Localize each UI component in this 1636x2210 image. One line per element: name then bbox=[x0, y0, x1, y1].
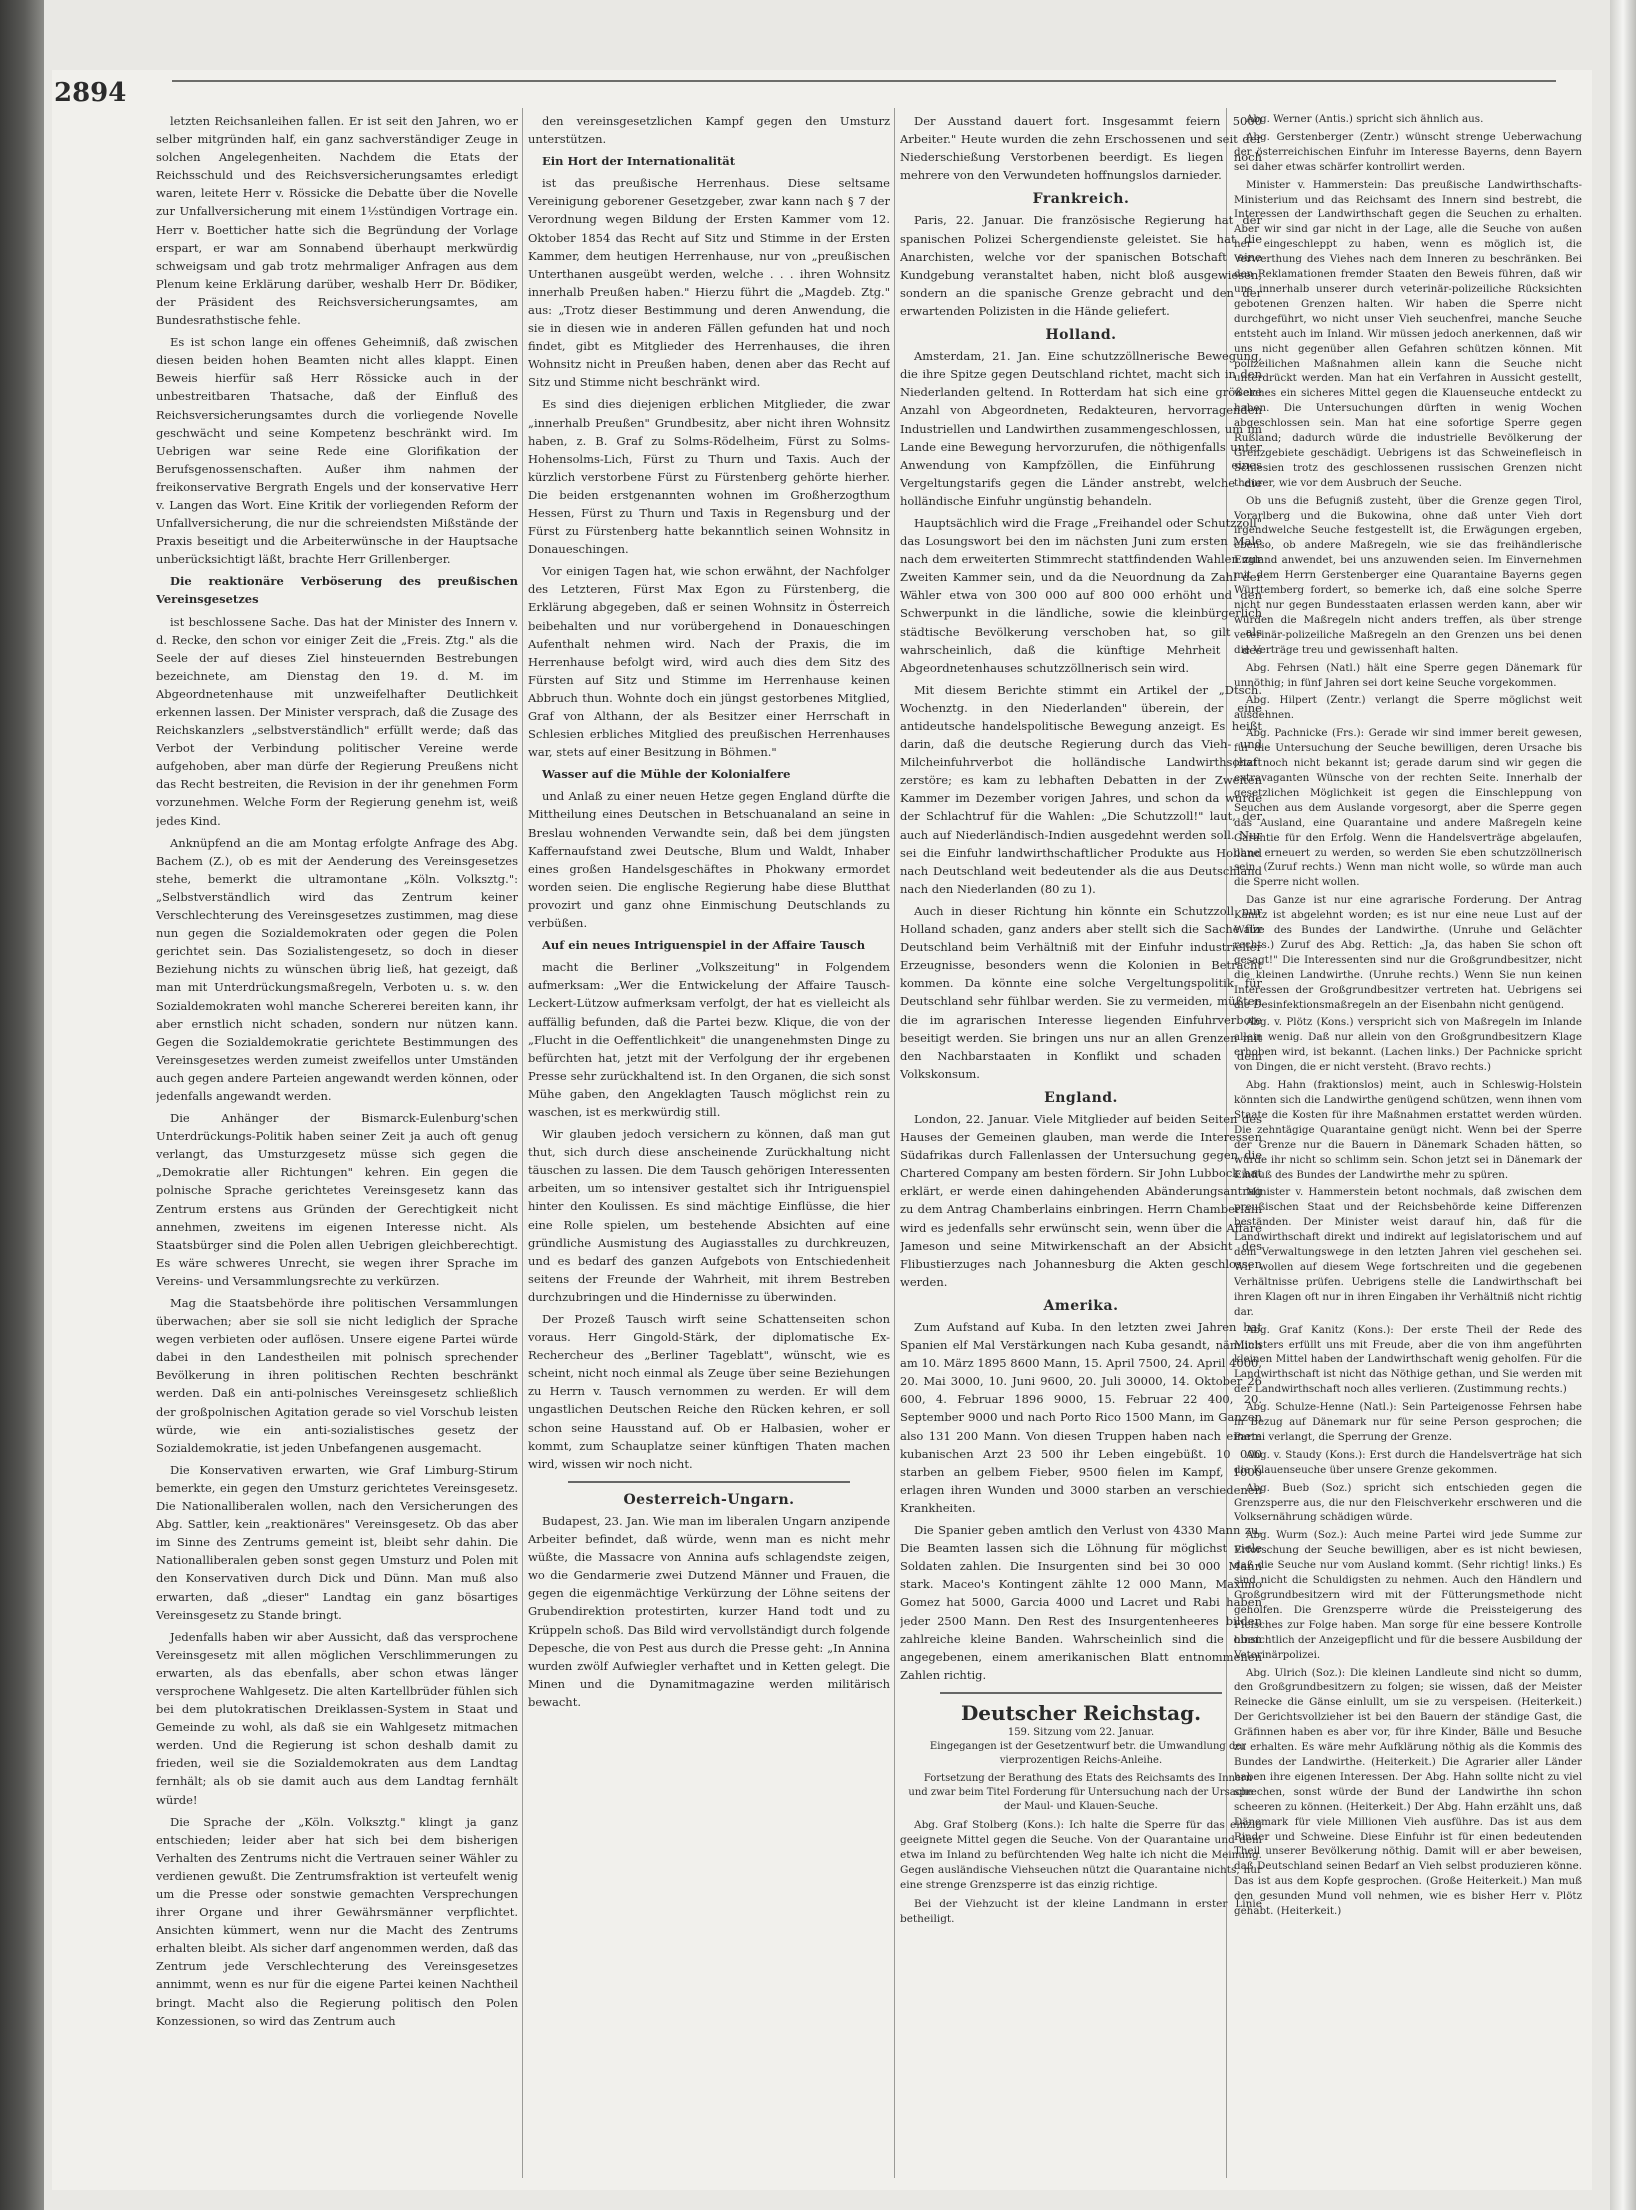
paragraph: Das Ganze ist nur eine agrarische Forderung. Der Antrag Kanitz ist abgelehnt worden; es ist nur eine neue Lust auf der Walze des Bundes der Landwirthe. (Unruhe und Gelächter rechts.) Zuruf des Abg. Rettich: „Ja, das haben Sie schon oft gesagt!" Die Interessenten sind nur die Großgrundbesitzer, nicht die kleinen Landwirthe. (Unruhe rechts.) Wenn Sie nun keinen Interessen der Großgrundbesitzer vertreten hat. Uebrigens sei die Desinfektionsmaßregeln an der Eisenbahn nicht genügend. bbox=[1234, 894, 1582, 1011]
paragraph: Vor einigen Tagen hat, wie schon erwähnt, der Nachfolger des Letzteren, Fürst Max Egon zu Fürstenberg, die Erklärung abgegeben, daß er seinen Wohnsitz in Österreich beibehalten und nur vorübergehend in Donaueschingen Aufenthalt nehmen wird. Nach der Praxis, die im Herrenhause befolgt wird, wird auch dies dem Sitz des Fürsten auf Sitz und Stimme im Herrenhause keinen Abbruch thun. Wohnte doch ein jüngst gestorbenes Mitglied, Graf von Althann, der als Besitzer einer Herrschaft in Schlesien erbliches Mitglied des preußischen Herrenhauses war, stets auf einer Besitzung in Böhmen." bbox=[528, 564, 890, 760]
paragraph: ist beschlossene Sache. Das hat der Minister des Innern v. d. Recke, den schon vor einiger Zeit die „Freis. Ztg." als die Seele der auf dieses Ziel hinsteuernden Bestrebungen bezeichnete, am Dienstag den 19. d. M. im Abgeordnetenhause mit unzweifelhafter Deutlichkeit erkennen lassen. Der Minister versprach, daß die Zusage des Reichskanzlers „selbstverständlich" erfüllt werde; daß das Verbot der Verbindung politischer Vereine werde aufgehoben, aber man dürfe der Regierung Preußens nicht das Recht bestreiten, die Revision in der ihr genehmen Form vorzunehmen. Welche Form der Regierung genehm ist, weiß jedes Kind. bbox=[156, 614, 518, 828]
paragraph: Abg. Fehrsen (Natl.) hält eine Sperre gegen Dänemark für unnöthig; in fünf Jahren sei dort keine Seuche vorgekommen. bbox=[1234, 661, 1582, 689]
paragraph: Der Prozeß Tausch wirft seine Schattenseiten schon voraus. Herr Gingold-Stärk, der diplomatische Ex-Rechercheur des „Berliner Tageblatt", wünscht, wie es scheint, nicht noch einmal als Zeuge über seine Beziehungen zu Herrn v. Tausch vernommen zu werden. Er will dem ungastlichen Deutschen Reiche den Rücken kehren, er soll schon seine Hausstand auf. Ob er Halbasien, woher er kommt, zum Schauplatze seiner künftigen Thaten machen wird, wissen wir noch nicht. bbox=[528, 1312, 890, 1471]
paragraph: Es sind dies diejenigen erblichen Mitglieder, die zwar „innerhalb Preußen" Grundbesitz, aber nicht ihren Wohnsitz haben, z. B. Graf zu Solms-Rödelheim, Fürst zu Solms-Hohensolms-Lich, Fürst zu Thurn und Taxis. Auch der kürzlich verstorbene Fürst zu Fürstenberg gehörte hierher. Die beiden erstgenannten wohnen im Großherzogthum Hessen, Fürst zu Thurn und Taxis in Regensburg und der Fürst zu Fürstenberg hatte bekanntlich seinen Wohnsitz in Donaueschingen. bbox=[528, 397, 890, 557]
paragraph: Abg. Schulze-Henne (Natl.): Sein Parteigenosse Fehrsen habe in Bezug auf Dänemark nur für seine Person gesprochen; die Partei verlangt, die Sperrung der Grenze. bbox=[1234, 1401, 1582, 1443]
paragraph: Abg. Hilpert (Zentr.) verlangt die Sperre möglichst weit ausdehnen. bbox=[1234, 694, 1582, 722]
paragraph: Abg. Ulrich (Soz.): Die kleinen Landleute sind nicht so dumm, den Großgrundbesitzern zu folgen; sie wissen, daß der Meister Reinecke die Gänse einlullt, um sie zu verspeisen. (Heiterkeit.) Der Gerichtsvollzieher ist bei den Bauern der ständige Gast, die Gräfinnen haben es aber vor, für ihre Kinder, Bälle und Besuche zu erhalten. Es wäre mehr Aufklärung nöthig als die Kommis des Bundes der Landwirthe. (Heiterkeit.) Die Agrarier aller Länder haben ihre eigenen Interessen. Der Abg. Hahn sollte nicht zu viel sprechen, sonst würde der Bund der Landwirthe ihn schon scheeren zu können. (Heiterkeit.) Der Abg. Hahn erzählt uns, daß Dänemark für viele Millionen Vieh ausführe. Das ist aus dem Rinder und Schweine. Diese Einfuhr ist für einen bedeutenden Theil unserer Bevölkerung nöthig. Damit will er aber beweisen, daß Deutschland seinen Bedarf an Vieh selbst produzieren könne. Das ist aus dem Kopfe gesprochen. (Große Heiterkeit.) Man muß den gesunden Mund voll nehmen, wie es bisher Herr v. Plötz gehabt. (Heiterkeit.) bbox=[1234, 1666, 1582, 1918]
column-3 bbox=[900, 112, 1262, 2172]
paragraph: Abg. v. Plötz (Kons.) verspricht sich von Maßregeln im Inlande allein wenig. Daß nur allein von den Großgrundbesitzern Klage erhoben wird, ist bekannt. (Lachen links.) Der Pachnicke spricht von Dingen, die er nicht versteht. (Bravo rechts.) bbox=[1234, 1016, 1582, 1074]
paragraph: Die Konservativen erwarten, wie Graf Limburg-Stirum bemerkte, ein gegen den Umsturz gerichtetes Vereinsgesetz. Die Nationalliberalen wollen, nach den Versicherungen des Abg. Sattler, kein „reaktionäres" Vereinsgesetz. Ob das aber im Sinne des Zentrums gemeint ist, bleibt sehr dahin. Die Nationalliberalen geben sonst gegen Umsturz und Polen mit den Konservativen durch Dick und Dünn. Man muß also erwarten, daß „dieser" Landtag ein ganz bösartiges Vereinsgesetz zu Stande bringt. bbox=[156, 1462, 518, 1622]
paragraph: Die Anhänger der Bismarck-Eulenburg'schen Unterdrückungs-Politik haben seiner Zeit ja auch oft genug verlangt, das Umsturzgesetz müsse sich gegen die „Demokratie aller Richtungen" kehren. Ein gegen die polnische Sprache gerichtetes Vereinsgesetz kann das Zentrum erstens aus Gründen der Gerechtigkeit nicht annehmen, zweitens im eigenen Interesse nicht. Als Staatsbürger sind die Polen allen Uebrigen gleichberechtigt. Es wäre schweres Unrecht, sie wegen ihrer Sprache im Vereins- und Versammlungsrechte zu verkürzen. bbox=[156, 1111, 518, 1288]
page-number: 2894 bbox=[54, 78, 127, 108]
article-heading: Die reaktionäre Verböserung des preußischen Vereinsgesetzes bbox=[156, 574, 518, 607]
paragraph: Zum Aufstand auf Kuba. In den letzten zwei Jahren hat Spanien elf Mal Verstärkungen nach Kuba gesandt, nämlich am 10. März 1895 8600 Mann, 15. April 7500, 24. April 4000, 20. Mai 3000, 10. Juni 9600, 20. Juli 30000, 14. Oktober 26 600, 4. Februar 1896 9000, 15. Februar 22 400, 20. September 9000 und nach Porto Rico 1500 Mann, im Ganzen also 131 200 Mann. Von diesen Truppen haben nach einem kubanischen Arzt 23 500 ihr Leben eingebüßt. 10 000 starben an gelbem Fieber, 9500 fielen im Kampf, 1000 erlagen ihren Wunden und 3000 starben an verschiedenen Krankheiten. bbox=[900, 1320, 1262, 1515]
section-heading: Frankreich. bbox=[1032, 191, 1130, 208]
paragraph: Fortsetzung der Berathung des Etats des Reichsamts des Innern und zwar beim Titel Forderung für Untersuchung nach der Ursache der Maul- und Klauen-Seuche. bbox=[908, 1772, 1254, 1812]
section-heading: Amerika. bbox=[1043, 1297, 1119, 1314]
paragraph: Abg. Gerstenberger (Zentr.) wünscht strenge Ueberwachung der österreichischen Einfuhr im Interesse Bayerns, denn Bayern sei daher etwas schärfer kontrollirt werden. bbox=[1234, 130, 1582, 173]
column-2 bbox=[528, 112, 890, 2172]
binding-shadow bbox=[0, 0, 44, 2210]
section-rule bbox=[568, 1481, 850, 1483]
paragraph: Minister v. Hammerstein betont nochmals, daß zwischen dem preußischen Staat und der Reichsbehörde keine Differenzen beständen. Der Minister weist darauf hin, daß für die Landwirthschaft direkt und indirekt auf legislatorischem und auf dem Verwaltungswege in den letzten Jahren viel geschehen sei. Wir wollen auf diesem Wege fortschreiten und die gegebenen Verhältnisse prüfen. Uebrigens stelle die Landwirthschaft bei ihren Klagen oft nur in ihren Eingaben ihr Verhältniß nicht richtig dar. bbox=[1234, 1186, 1582, 1318]
paragraph: Budapest, 23. Jan. Wie man im liberalen Ungarn anzipende Arbeiter befindet, daß würde, wenn man es nicht mehr wüßte, die Massacre von Annina aufs schlagendste zeigen, wo die Gendarmerie zwei Dutzend Männer und Frauen, die gegen die eigenmächtige Verkürzung der Löhne seitens der Grubendirektion protestirten, kurzer Hand todt und zu Krüppeln schoß. Das Bild wird vervollständigt durch folgende Depesche, die von Pest aus durch die Presse geht: „In Annina wurden zwölf Aufwiegler verhaftet und in Ketten gelegt. Die Minen und die Dynamitmagazine werden militärisch bewacht. bbox=[528, 1513, 890, 1709]
reichstag-heading: Deutscher Reichstag. bbox=[960, 1700, 1202, 1725]
section-heading: Oesterreich-Ungarn. bbox=[623, 1491, 795, 1508]
article-heading: Ein Hort der Internationalität bbox=[542, 154, 736, 169]
paragraph: Mag die Staatsbehörde ihre politischen Versammlungen überwachen; aber sie soll sie nicht lediglich der Sprache wegen verbieten oder auflösen. Unsere eigene Partei würde dabei in den Landestheilen mit polnisch sprechender Bevölkerung in ihren politischen Rechten beschränkt werden. Daß ein anti-polnisches Vereinsgesetz schließlich der großpolnischen Agitation gerade so viel Vorschub leisten würde, wie ein anti-sozialistisches gesetz der Sozialdemokratie, ist jeden Unbefangenen ausgemacht. bbox=[156, 1296, 518, 1455]
paragraph: Anknüpfend an die am Montag erfolgte Anfrage des Abg. Bachem (Z.), ob es mit der Aenderung des Vereinsgesetzes stehe, bemerkt die ultramontane „Köln. Volksztg.": „Selbstverständlich wird das Zentrum keiner Verschlechterung des Vereinsgesetzes zustimmen, mag diese nun gegen die Sozialdemokraten oder gegen die Polen gerichtet sein. Das Sozialistengesetz, so doch in dieser Beziehung nichts zu wünschen übrig ließ, hat gezeigt, daß man mit Unterdrückungsmaßregeln, Verboten u. s. w. den Sozialdemokraten wohl manche Schererei bereiten kann, ihr aber ernstlich nicht schaden, sondern nur nützen kann. Gegen die Sozialdemokratie gerichtete Bestimmungen des Vereinsgesetzes werden zumeist zweifellos unter Umständen auch gegen andere Parteien angewandt werden können, oder jedenfalls angewandt werden. bbox=[156, 835, 518, 1103]
paragraph: Amsterdam, 21. Jan. Eine schutzzöllnerische Bewegung, die ihre Spitze gegen Deutschland richtet, macht sich in den Niederlanden geltend. In Rotterdam hat sich eine größere Anzahl von Abgeordneten, Redakteuren, hervorragenden Industriellen und Landwirthen zusammengeschlossen, um im Lande eine Bewegung hervorzurufen, die nöthigenfalls unter Anwendung von Kampfzöllen, die Einführung eines Vergeltungstarifs gegen die Länder anstrebt, welche die holländische Einfuhr ungünstig behandeln. bbox=[900, 349, 1262, 508]
paragraph: London, 22. Januar. Viele Mitglieder auf beiden Seiten des Hauses der Gemeinen glauben, man werde die Interessen Südafrikas durch Fallenlassen der Untersuchung gegen die Chartered Company am besten fördern. Sir John Lubbock hat erklärt, er werde einen dahingehenden Abänderungsantrag zu dem Antrag Chamberlains einbringen. Herrn Chamberlain wird es jedenfalls sehr erwünscht sein, wenn über die Affäre Jameson und seine Mitwirkenschaft an der Absicht des Flibustierzuges nach Johannesburg die Akten geschlossen werden. bbox=[900, 1111, 1262, 1289]
paragraph: Abg. Graf Kanitz (Kons.): Der erste Theil der Rede des Ministers erfüllt uns mit Freude, aber die von ihm angeführten kleinen Mittel haben der Landwirthschaft wenig geholfen. Für die Landwirthschaft ist nicht das Nöthige gethan, und Sie werden mit der Landwirthschaft noch alles verlieren. (Zustimmung rechts.) bbox=[1234, 1323, 1582, 1396]
page-edge bbox=[1610, 0, 1636, 2210]
paragraph: Abg. Hahn (fraktionslos) meint, auch in Schleswig-Holstein könnten sich die Landwirthe genügend schützen, wenn ihnen vom Staate die Kosten für ihre Maßnahmen erstattet werden würden. Die zehntägige Quarantaine genügt nicht. Wenn bei der Sperre der Grenze nur die Bauern in Dänemark Schaden hätten, so würde ihr nicht so schlimm sein. Schon jetzt sei in Dänemark der Einfluß des Bundes der Landwirthe mehr zu spüren. bbox=[1234, 1079, 1582, 1181]
paragraph: letzten Reichsanleihen fallen. Er ist seit den Jahren, wo er selber mitgründen half, ein ganz sachverständiger Zeuge in solchen Angelegenheiten. Nachdem die Etats der Reichsschuld und des Reichsversicherungsamtes erledigt waren, leitete Herr v. Rössicke die Debatte über die Novelle zur Unfallversicherung mit einem 1½stündigen Vortrage ein. Herr v. Boetticher hatte sich die Begründung der Vorlage erspart, er war am Sonnabend überhaupt merkwürdig schweigsam und gab trotz mehrmaliger Anfragen aus dem Plenum keine Erklärung darüber, weshalb Herr Dr. Bödiker, der Präsident des Reichsversicherungsamtes, am Bundesrathstische fehle. bbox=[156, 114, 518, 328]
paragraph: Abg. Wurm (Soz.): Auch meine Partei wird jede Summe zur Erforschung der Seuche bewilligen, aber es ist nicht bewiesen, daß die Seuche nur vom Ausland kommt. (Sehr richtig! links.) Es sind nicht die Schuldigsten zu nehmen. Auch den Händlern und Großgrundbesitzern wird mit der Fütterungsmethode nicht geholfen. Die Grenzsperre würde die Preissteigerung des Fleisches zur Folge haben. Man sorge für eine bessere Kontrolle hinsichtlich der Anzeigepflicht und für die bessere Ausbildung der Veterinärpolizei. bbox=[1234, 1529, 1582, 1661]
paragraph: Wir glauben jedoch versichern zu können, daß man gut thut, sich durch diese anscheinende Zurückhaltung nicht täuschen zu lassen. Die dem Tausch gehörigen Interessenten arbeiten, um so intensiver gestaltet sich ihr Intriguenspiel hinter den Koulissen. Es sind mächtige Einflüsse, die hier eine Rolle spielen, um bestehende Absichten auf eine gründliche Ausmistung des Augiasstalles zu durchkreuzen, und es bedarf des ganzen Aufgebots von Entschiedenheit seitens der Freunde der Wahrheit, mit ihrem Bestreben durchzubringen und die Hindernisse zu überwinden. bbox=[528, 1127, 890, 1304]
paragraph: Abg. Pachnicke (Frs.): Gerade wir sind immer bereit gewesen, für die Untersuchung der Seuche bewilligen, deren Ursache bis jetzt noch nicht bekannt ist; gerade darum sind wir gegen die extravaganten Wünsche von der rechten Seite. Innerhalb der gesetzlichen Möglichkeit ist gegen die Einschleppung von Seuchen aus dem Auslande vorgesorgt, aber die Sperre gegen das Ausland, eine Quarantaine und andere Maßregeln keine Garantie für den Erfolg. Wenn die Handelsverträge abgelaufen, ohne erneuert zu werden, so werden Sie eben schutzzöllnerisch sein. (Zuruf rechts.) Wenn man nicht wolle, so würde man auch die Sperre nicht wollen. bbox=[1234, 727, 1582, 889]
paragraph: Paris, 22. Januar. Die französische Regierung hat der spanischen Polizei Schergendienste geleistet. Sie hat die Anarchisten, welche vor der spanischen Botschaft eine Kundgebung veranstaltet haben, nicht bloß ausgewiesen, sondern an die spanische Grenze gebracht und den der erwartenden Polizisten in die Hände geliefert. bbox=[900, 213, 1262, 318]
section-heading: Holland. bbox=[1045, 327, 1117, 344]
article-heading: Auf ein neues Intriguenspiel in der Affaire Tausch bbox=[542, 938, 866, 953]
paragraph: Es ist schon lange ein offenes Geheimniß, daß zwischen diesen beiden hohen Beamten nicht alles klappt. Einen Beweis hierfür saß Herr Rössicke auch in der unbestreitbaren Thatsache, daß der Einfluß des Reichsversicherungsamtes durch die vorliegende Novelle geschwächt und seine Kompetenz beschränkt wird. Im Uebrigen war seine Rede eine Glorifikation der Berufsgenossenschaften. Außer ihm nahmen der freikonservative Bergrath Engels und der konservative Herr v. Langen das Wort. Eine Kritik der vorliegenden Reform der Unfallversicherung, die nur die schreiendsten Mißstände der Praxis beseitigt und die Arbeiterwünsche in der Hauptsache unberücksichtigt läßt, brachte Herr Grillenberger. bbox=[156, 335, 518, 567]
paragraph: Die Spanier geben amtlich den Verlust von 4330 Mann zu. Die Beamten lassen sich die Löhnung für möglichst viele Soldaten zahlen. Die Insurgenten sind bei 30 000 Mann stark. Maceo's Kontingent zählte 12 000 Mann, Maximo Gomez hat 5000, Garcia 4000 und Lacret und Rabi haben jeder 2500 Mann. Den Rest des Insurgentenheeres bilden zahlreiche kleine Banden. Wahrscheinlich sind die oben angegebenen, einem amerikanischen Blatt entnommenen Zahlen richtig. bbox=[900, 1523, 1262, 1682]
section-heading: England. bbox=[1044, 1089, 1118, 1106]
paragraph: den vereinsgesetzlichen Kampf gegen den Umsturz unterstützen. bbox=[528, 114, 890, 147]
top-rule bbox=[172, 80, 1556, 82]
column-divider bbox=[894, 108, 895, 2178]
paragraph: Abg. Graf Stolberg (Kons.): Ich halte die Sperre für das einzig geeignete Mittel gegen die Seuche. Von der Quarantaine und dem etwa im Inland zu befürchtenden Weg halte ich nicht die Meinung. Gegen ausländische Viehseuchen nützt die Quarantaine nichts, nur eine strenge Grenzsperre ist das einzig richtige. bbox=[900, 1818, 1262, 1891]
paragraph: Der Ausstand dauert fort. Insgesammt feiern 5000 Arbeiter." Heute wurden die zehn Erschossenen und seit der Niederschießung Verstorbenen beerdigt. Es liegen noch mehrere von den Verwundeten hoffnungslos darnieder. bbox=[900, 114, 1262, 183]
paragraph: Hauptsächlich wird die Frage „Freihandel oder Schutzzoll" das Losungswort bei den im nächsten Juni zum ersten Male nach dem erweiterten Stimmrecht stattfindenden Wahlen zur Zweiten Kammer sein, und da die Neuordnung da Zahl der Wähler etwa von 300 000 auf 800 000 erhöht und den Schwerpunkt in die ländliche, sowie die kleinbürgerlich städtische Bevölkerung verschoben hat, so gilt als wahrscheinlich, daß die künftige Mehrheit des Abgeordnetenhauses schutzzöllnerisch sein wird. bbox=[900, 515, 1262, 675]
paragraph: Minister v. Hammerstein: Das preußische Landwirthschafts-Ministerium und das Reichsamt des Innern sind bestrebt, die Interessen der Landwirthschaft gegen die Seuchen zu erhalten. Aber wir sind gar nicht in der Lage, alle die Seuche von außen her eingeschleppt zu haben, wenn es möglich ist, die Verwerthung des Viehes nach dem Inneren zu beschränken. Bei den Reklamationen fremder Staaten den Beweis führen, daß wir uns innerhalb unserer durch veterinär-polizeiliche Rücksichten gebotenen Grenzen halten. Wir haben die Sperre nicht durchgeführt, wo nicht unser Vieh seuchenfrei, manche Seuche entsteht auch im Inland. Wir müssen jedoch anerkennen, daß wir uns nicht gegenüber allen Gefahren schützen können. Mit polizeilichen Maßnahmen allein kann die Seuche nicht unterdrückt werden. Man hat ein Verfahren in Aussicht gestellt, welches ein sicheres Mittel gegen die Klauenseuche entdeckt zu haben. Die Untersuchungen dürften in wenig Wochen abgeschlossen sein. Man hat eine sofortige Sperre gegen Rußland; dadurch würde die industrielle Bevölkerung der Grenzgebiete geschädigt. Uebrigens ist das Schweinefleisch in Schlesien trotz des geschlossenen russischen Grenzen nicht theurer, wie vor dem Ausbruch der Seuche. bbox=[1234, 178, 1582, 489]
paragraph: Auch in dieser Richtung hin könnte ein Schutzzoll nur Holland schaden, ganz anders aber stellt sich die Sache für Deutschland beim Verhältniß mit der Einfuhr industrieller Erzeugnisse, besonders wenn die Kolonien in Betracht kommen. Da könnte eine solche Vergeltungspolitik für Deutschland sehr fühlbar werden. Sie zu vermeiden, müßten die im agrarischen Interesse liegenden Einfuhrverbote beseitigt werden. Sie bringen uns nur an allen Grenzen mit den Nachbarstaaten in Konflikt und schaden dem Volkskonsum. bbox=[900, 903, 1262, 1081]
paragraph: Abg. Bueb (Soz.) spricht sich entschieden gegen die Grenzsperre aus, die nur den Fleischverkehr erschweren und die Volksernährung schädigen würde. bbox=[1234, 1481, 1582, 1524]
paragraph: Ob uns die Befugniß zusteht, über die Grenze gegen Tirol, Vorarlberg und die Bukowina, ohne daß unter Vieh dort irgendwelche Seuche festgestellt ist, die Erwägungen ergeben, ebenso, ob andere Maßregeln, wie sie das freihändlerische England anwendet, bei uns anzuwenden seien. Im Einvernehmen mit dem Herrn Gerstenberger eine Quarantaine Bayerns gegen Württemberg fordert, so bemerke ich, daß eine solche Sperre nicht nur gegen Bundesstaaten erlassen werden kann, aber wir würden die Maßregeln nicht anders treffen, als über strenge veterinär-polizeiliche Maßregeln an den Grenzen uns bei denen die Verträge treu und gewissenhaft halten. bbox=[1234, 494, 1582, 656]
paragraph: Die Sprache der „Köln. Volksztg." klingt ja ganz entschieden; leider aber hat sich bei dem bisherigen Verhalten des Zentrums nicht die Vertrauen seiner Wähler zu verdienen gewußt. Die Zentrumsfraktion ist verteufelt wenig um die Presse oder sonstwie gemachten Versprechungen ihrer Organe und ihrer Gewährsmänner verpflichtet. Ansichten kümmert, wenn nur die Macht des Zentrums erhalten bleibt. Als sicher darf angenommen werden, daß das Zentrum jede Verschlechterung des Vereinsgesetzes annimmt, wenn es nur für die eigene Partei keinen Nachtheil bringt. Macht also die Regierung politisch den Polen Konzessionen, so wird das Zentrum auch bbox=[156, 1814, 518, 2028]
column-1 bbox=[156, 112, 518, 2172]
paragraph: Eingegangen ist der Gesetzentwurf betr. die Umwandlung der vierprozentigen Reichs-Anleihe. bbox=[929, 1740, 1247, 1766]
paragraph: Abg. Werner (Antis.) spricht sich ähnlich aus. bbox=[1246, 113, 1484, 125]
paragraph: Abg. v. Staudy (Kons.): Erst durch die Handelsverträge hat sich die Klauenseuche über unsere Grenze gekommen. bbox=[1234, 1448, 1582, 1476]
newspaper-page bbox=[52, 70, 1592, 2190]
column-4 bbox=[1234, 112, 1582, 2172]
session-line: 159. Sitzung vom 22. Januar. bbox=[1007, 1726, 1155, 1738]
paragraph: Jedenfalls haben wir aber Aussicht, daß das versprochene Vereinsgesetz mit allen möglichen Verschlimmerungen zu erwarten, als das ebenfalls, aber schon etwas länger versprochene Wahlgesetz. Die alten Kartellbrüder fühlen sich bei dem plutokratischen Dreiklassen-System in Staat und Gemeinde zu wohl, als daß sie ein Wahlgesetz mitmachen werden. Und die Regierung ist schon deshalb damit zu frieden, weil sie die Sozialdemokraten aus dem Landtag fernhält; als ob sie damit auch aus dem Landtag fernhält würde! bbox=[156, 1629, 518, 1807]
paragraph: Bei der Viehzucht ist der kleine Landmann in erster Linie betheiligt. bbox=[900, 1897, 1262, 1925]
article-heading: Wasser auf die Mühle der Kolonialfere bbox=[542, 767, 791, 782]
paragraph: ist das preußische Herrenhaus. Diese seltsame Vereinigung geborener Gesetzgeber, zwar kann nach § 7 der Verordnung wegen Bildung der Ersten Kammer vom 12. Oktober 1854 das Recht auf Sitz und Stimme in der Ersten Kammer, dem heutigen Herrenhause, nur von „preußischen Unterthanen ausgeübt werden, welche . . . ihren Wohnsitz innerhalb Preußen haben." Hierzu führt die „Magdeb. Ztg." aus: „Trotz dieser Bestimmung und deren Anwendung, die sie in diesen wie in anderen Fällen gefunden hat und noch findet, gibt es Mitglieder des Herrenhauses, die ihren Wohnsitz nicht in Preußen haben, denen aber das Recht auf Sitz und Stimme nicht beschränkt wird. bbox=[528, 176, 890, 390]
paragraph: macht die Berliner „Volkszeitung" in Folgendem aufmerksam: „Wer die Entwickelung der Affaire Tausch-Leckert-Lützow aufmerksam verfolgt, der hat es vielleicht als auffällig befunden, daß die Partei bezw. Klique, die von der „Flucht in die Oeffentlichkeit" die unangenehmsten Dinge zu befürchten hat, jetzt mit der Verfolgung der ihr ergebenen Presse sehr zurückhaltend ist. In den Organen, die sich sonst Mühe gaben, den Angeklagten Tausch möglichst rein zu waschen, ist es merkwürdig still. bbox=[528, 960, 890, 1119]
paragraph: und Anlaß zu einer neuen Hetze gegen England dürfte die Mittheilung eines Deutschen in Betschuanaland an seine in Breslau wohnenden Verwandte sein, daß bei dem jüngsten Kaffernaufstand zwei Deutsche, Blum und Waldt, Inhaber eines großen Handelsgeschäftes in Phokwany ermordet worden seien. Die englische Regierung habe diese Blutthat provozirt und ganz ohne Einmischung Deutschlands zu verbüßen. bbox=[528, 789, 890, 931]
section-rule bbox=[940, 1692, 1222, 1694]
column-divider bbox=[522, 108, 523, 2178]
paragraph: Mit diesem Berichte stimmt ein Artikel der „Dtsch. Wochenztg. in den Niederlanden" überein, der eine antideutsche handelspolitische Bewegung anzeigt. Es heißt darin, daß die deutsche Regierung durch das Vieh- und Milcheinfuhrverbot die holländische Landwirthschaft zerstöre; es kam zu lebhaften Debatten in der Zweiten Kammer im Dezember vorigen Jahres, und schon da wurde der Schlachtruf für die Wahlen: „Die Schutzzoll!" laut, der auch auf Niederländisch-Indien ausgedehnt werden soll. Nur sei die Einfuhr landwirthschaftlicher Produkte aus Holland nach Deutschland weit bedeutender als die aus Deutschland nach den Niederlanden (80 zu 1). bbox=[900, 682, 1262, 896]
